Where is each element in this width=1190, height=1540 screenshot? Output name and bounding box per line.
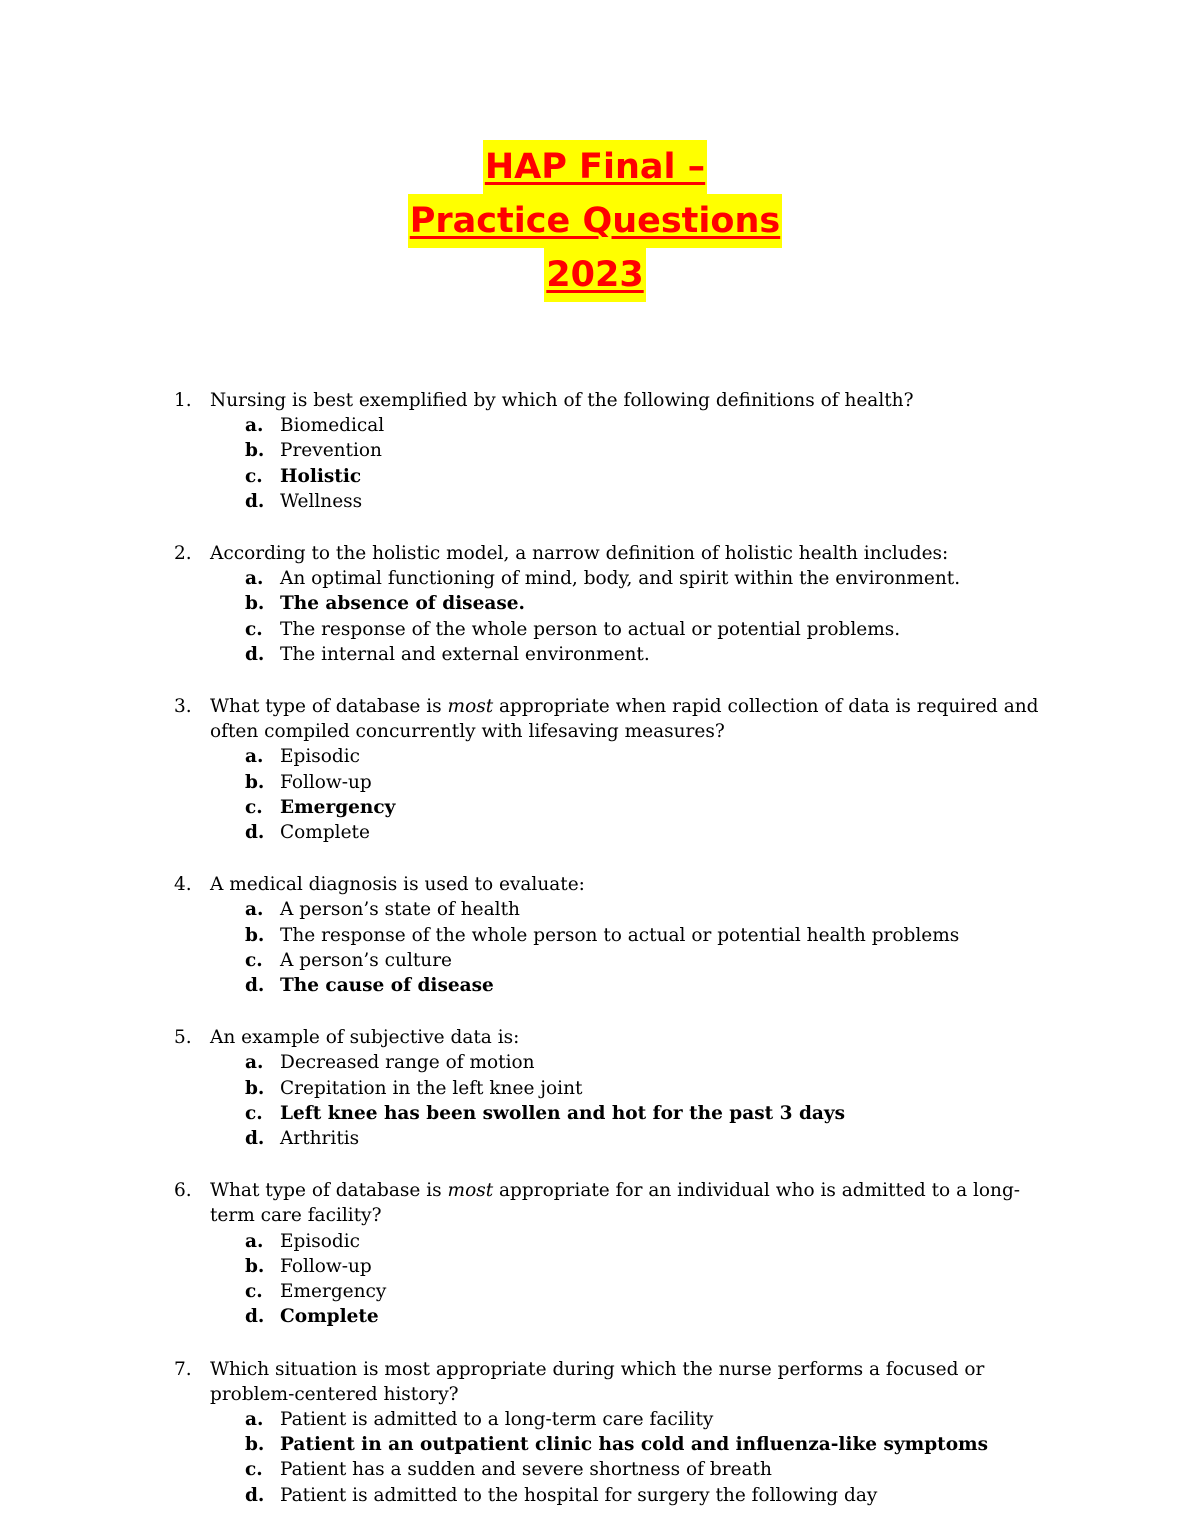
option-text: Arthritis [280,1128,360,1150]
question-stem-emphasis: most [447,1180,494,1202]
question-6 [0,1178,1190,1329]
option-letter: b. [245,1255,265,1277]
option-letter: d. [245,975,265,997]
option-text: An optimal functioning of mind, body, and spirit within the environment. [280,568,961,590]
question-stem-emphasis: most [447,696,494,718]
question-stem-end: appropriate when rapid collection of data is required and often compiled concurrently with lifesaving measures? [210,696,1039,743]
option-letter: c. [245,796,263,818]
question-stem-row [0,1357,1040,1407]
question-stem-row [0,694,1040,744]
question-1 [0,388,1190,514]
option-d [0,1126,1190,1151]
correct-option-text: The absence of disease. [280,593,525,615]
option-b [0,438,1190,463]
option-letter: c. [245,949,263,971]
option-letter: a. [245,899,264,921]
question-number: 6. [174,1180,192,1202]
option-text: Biomedical [280,415,385,437]
option-c [0,948,1190,973]
option-b [0,1254,1190,1279]
option-letter: d. [245,1128,265,1150]
option-d [0,1304,1190,1329]
option-c [0,1101,1190,1126]
question-number: 1. [174,390,192,411]
question-number: 2. [174,543,192,565]
option-c [0,464,1190,489]
option-letter: b. [245,440,265,462]
option-text: Episodic [280,1230,361,1252]
option-text: Follow-up [280,771,372,793]
option-text: Patient has a sudden and severe shortness of breath [280,1459,772,1481]
option-letter: a. [245,1230,264,1252]
question-number: 7. [174,1358,192,1380]
option-a [0,744,1190,769]
question-3 [0,694,1190,845]
correct-option-text: Left knee has been swollen and hot for the past 3 days [280,1102,846,1124]
option-letter: a. [245,1052,264,1074]
option-c [0,1457,1190,1482]
option-b [0,1432,1190,1457]
option-letter: b. [245,924,265,946]
option-letter: b. [245,593,265,615]
option-text: The response of the whole person to actual or potential problems. [280,618,901,640]
option-d [0,489,1190,514]
option-text: Prevention [280,440,382,462]
option-text: Wellness [280,490,363,512]
title-line-2: Practice Questions [408,194,782,248]
option-a [0,897,1190,922]
option-b [0,1076,1190,1101]
option-text: A person’s state of health [280,899,520,921]
option-letter: d. [245,1484,265,1506]
document-title [0,140,1190,302]
question-number: 4. [174,874,192,896]
question-list [0,388,1190,1535]
option-d [0,820,1190,845]
option-a [0,566,1190,591]
option-text: Decreased range of motion [280,1052,535,1074]
option-a [0,1407,1190,1432]
question-2 [0,541,1190,667]
option-text: Patient is admitted to a long-term care facility [280,1408,714,1430]
question-stem-row [0,388,1040,413]
question-5 [0,1025,1190,1151]
option-text: The response of the whole person to actual or potential health problems [280,924,960,946]
question-stem: Nursing is best exemplified by which of the following definitions of health? [210,390,914,411]
question-stem-row [0,1178,1040,1228]
option-text: The internal and external environment. [280,643,650,665]
correct-option-text: Emergency [280,796,396,818]
question-stem: According to the holistic model, a narrow definition of holistic health includes: [210,543,949,565]
option-text: A person’s culture [280,949,453,971]
option-text: Episodic [280,746,361,768]
option-letter: b. [245,1434,265,1456]
question-4 [0,872,1190,998]
option-text: Complete [280,822,370,844]
question-stem-row [0,1025,1040,1050]
option-a [0,413,1190,438]
option-b [0,923,1190,948]
question-stem: An example of subjective data is: [210,1027,520,1049]
option-c [0,795,1190,820]
option-c [0,1279,1190,1304]
option-b [0,591,1190,616]
question-7 [0,1357,1190,1508]
question-number: 3. [174,696,192,718]
option-letter: c. [245,1459,263,1481]
option-letter: c. [245,1281,263,1303]
question-stem-start: What type of database is [210,1180,448,1202]
option-text: Follow-up [280,1255,372,1277]
option-letter: b. [245,771,265,793]
question-stem-end: appropriate for an individual who is admitted to a long-term care facility? [210,1180,1021,1227]
option-a [0,1050,1190,1075]
option-c [0,617,1190,642]
option-letter: a. [245,746,264,768]
correct-option-text: Holistic [280,465,362,487]
option-letter: c. [245,1102,263,1124]
correct-option-text: Complete [280,1306,379,1328]
option-text: Emergency [280,1281,387,1303]
option-b [0,770,1190,795]
question-number: 5. [174,1027,192,1049]
question-stem: Which situation is most appropriate during which the nurse performs a focused or problem-centered history? [210,1358,985,1405]
correct-option-text: Patient in an outpatient clinic has cold and influenza-like symptoms [280,1434,989,1456]
option-text: Crepitation in the left knee joint [280,1077,583,1099]
option-letter: d. [245,822,265,844]
option-letter: a. [245,568,264,590]
question-stem-row [0,541,1040,566]
option-letter: d. [245,490,265,512]
question-stem-row [0,872,1040,897]
option-d [0,642,1190,667]
correct-option-text: The cause of disease [280,975,494,997]
option-letter: c. [245,618,263,640]
option-d [0,1483,1190,1508]
option-letter: c. [245,465,263,487]
title-line-3: 2023 [544,248,645,302]
title-line-1: HAP Final – [483,140,707,194]
option-letter: a. [245,415,264,437]
option-letter: b. [245,1077,265,1099]
option-d [0,973,1190,998]
question-stem: A medical diagnosis is used to evaluate: [210,874,585,896]
option-letter: a. [245,1408,264,1430]
option-text: Patient is admitted to the hospital for surgery the following day [280,1484,878,1506]
option-a [0,1229,1190,1254]
option-letter: d. [245,643,265,665]
question-stem-start: What type of database is [210,696,448,718]
option-letter: d. [245,1306,265,1328]
